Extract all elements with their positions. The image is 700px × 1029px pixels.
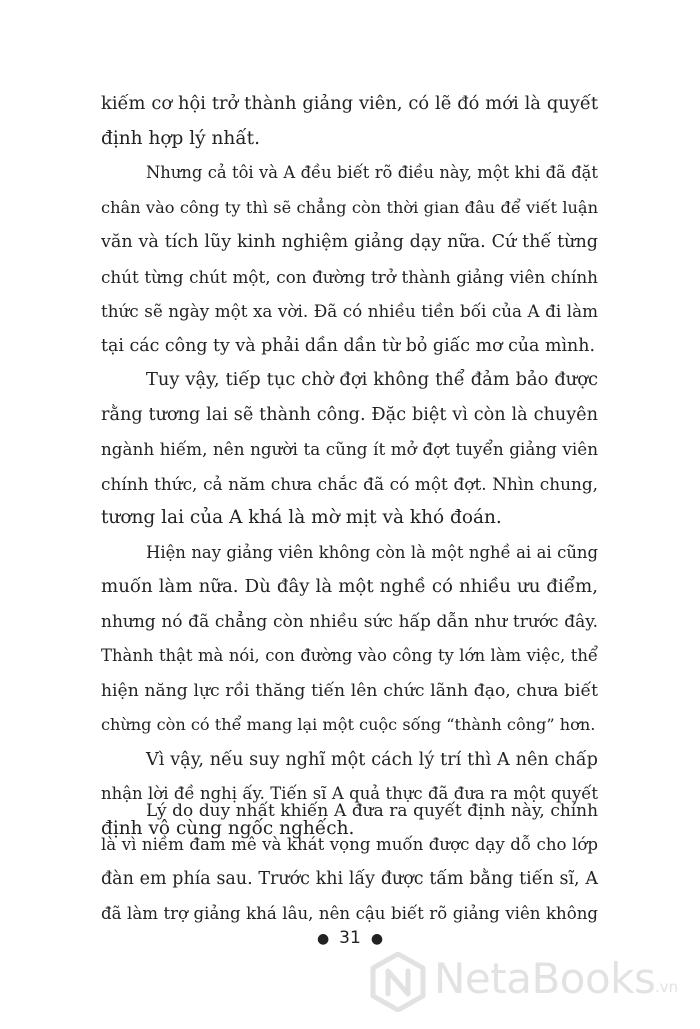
text-line: chừng còn có thể mang lại một cuộc sống “thành công” hơn.	[101, 715, 596, 734]
text-line: thức sẽ ngày một xa vời. Đã có nhiều tiền bối của A đi làm	[101, 301, 598, 321]
text-line: kiếm cơ hội trở thành giảng viên, có lẽ đó mới là quyết	[101, 93, 598, 114]
watermark-suffix: .vn	[655, 978, 679, 996]
text-line: định vô cùng ngốc nghếch.	[101, 817, 355, 839]
bullet-icon: ●	[370, 931, 384, 947]
text-line: Vì vậy, nếu suy nghĩ một cách lý trí thì A nên chấp	[146, 749, 598, 770]
page-number-value: 31	[339, 928, 361, 948]
text-line: đàn em phía sau. Trước khi lấy được tấm bằng tiến sĩ, A	[101, 869, 598, 889]
text-line: nhận lời đề nghị ấy. Tiến sĩ A quả thực đã đưa ra một quyết	[101, 784, 598, 803]
body-text-block-1	[101, 87, 598, 846]
text-line: Thành thật mà nói, con đường vào công ty lớn làm việc, thể	[101, 646, 598, 665]
watermark-brand: NetaBooks	[434, 954, 656, 1003]
text-line: Lý do duy nhất khiến A đưa ra quyết định này, chính	[146, 800, 598, 820]
text-line: Nhưng cả tôi và A đều biết rõ điều này, một khi đã đặt	[146, 163, 598, 182]
text-line: Hiện nay giảng viên không còn là một nghề ai ai cũng	[146, 542, 598, 562]
text-line: định hợp lý nhất.	[101, 127, 260, 149]
netabooks-logo-icon	[370, 952, 426, 1012]
text-line: là vì niềm đam mê và khát vọng muốn được dạy dỗ cho lớp	[101, 834, 598, 854]
text-line: tại các công ty và phải dần dần từ bỏ giấc mơ của mình.	[101, 335, 595, 356]
text-line: văn và tích lũy kinh nghiệm giảng dạy nữa. Cứ thế từng	[101, 232, 598, 252]
text-line: ngành hiếm, nên người ta cũng ít mở đợt tuyển giảng viên	[101, 439, 598, 459]
text-line: chính thức, cả năm chưa chắc đã có một đợt. Nhìn chung,	[101, 473, 598, 494]
text-line: muốn làm nữa. Dù đây là một nghề có nhiều ưu điểm,	[101, 576, 598, 597]
text-line: Tuy vậy, tiếp tục chờ đợi không thể đảm bảo được	[146, 369, 598, 390]
text-line: chân vào công ty thì sẽ chẳng còn thời gian đâu để viết luận	[101, 197, 598, 217]
body-text-block-2	[101, 793, 598, 931]
text-line: đã làm trợ giảng khá lâu, nên cậu biết rõ giảng viên không	[101, 903, 598, 923]
text-line: tương lai của A khá là mờ mịt và khó đoán.	[101, 507, 502, 528]
page-number	[0, 928, 700, 948]
text-line: nhưng nó đã chẳng còn nhiều sức hấp dẫn như trước đây.	[101, 611, 598, 632]
bullet-icon: ●	[316, 931, 330, 947]
text-line: rằng tương lai sẽ thành công. Đặc biệt vì còn là chuyên	[101, 404, 598, 425]
text-line: hiện năng lực rồi thăng tiến lên chức lãnh đạo, chưa biết	[101, 680, 598, 701]
text-line: chút từng chút một, con đường trở thành giảng viên chính	[101, 266, 598, 287]
watermark	[370, 948, 690, 1018]
